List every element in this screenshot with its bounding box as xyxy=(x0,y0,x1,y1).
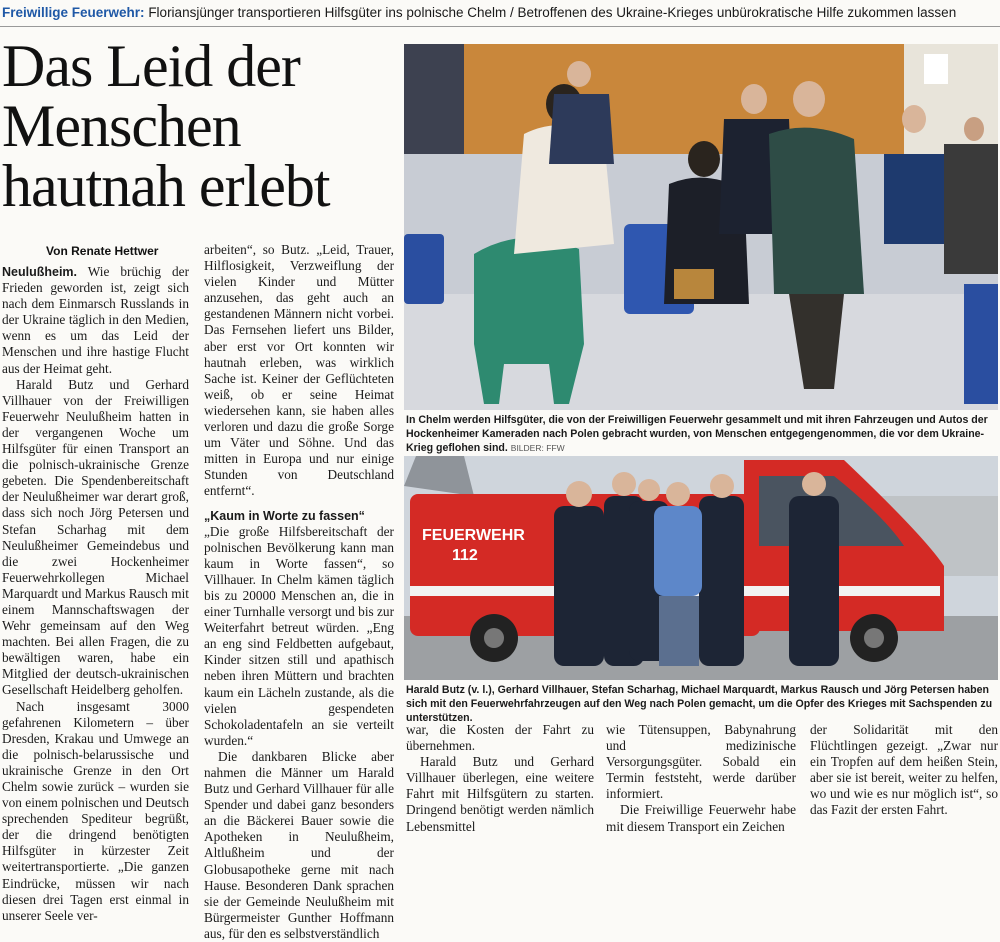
paragraph: Die Freiwillige Feuerwehr habe mit diesem Transport ein Zeichen xyxy=(606,802,796,834)
paragraph: wie Tütensuppen, Babynahrung und medizinische Versorgungsgüter. Sobald ein Termin feststeht, werde darüber informiert. xyxy=(606,722,796,802)
paragraph: Nach insgesamt 3000 gefahrenen Kilometern – über Dresden, Krakau und Umwege an die polnisch-belarussische und ukrainische Grenze in den Ort Chelm sowie zurück – wurden sie von einem polnischen und Deutsch sprechenden Spediteur begrüßt, der die dringend benötigten Hilfsgüter in kürzester Zeit weitertransportierte. „Die ganzen Eindrücke, müssen wir nach diesen drei Tagen erst einmal in unserer Seele ver- xyxy=(2,698,189,923)
paragraph: arbeiten“, so Butz. „Leid, Trauer, Hilflosigkeit, Verzweiflung der vielen Kinder und Mütter anzusehen, das geht auch an gestandenen Männern nicht vorbei. Das Fernsehen liefert uns Bilder, aber erst vor Ort konnten wir hautnah erleben, was wirklich Sache ist. Keiner der Geflüchteten weiß, ob er seine Heimat wiedersehen kann, sie haben alles verloren und dazu die große Sorge um Väter und Söhne. Und das mitten in Europa und nur einige Stunden von Deutschland entfernt“. xyxy=(204,242,394,499)
photo-caption-1 xyxy=(406,413,998,455)
article-column-5 xyxy=(810,722,998,818)
article-column-3 xyxy=(406,722,594,834)
paragraph: Harald Butz und Gerhard Villhauer von der Freiwilligen Feuerwehr Neulußheim hatten in der vergangenen Woche um Hilfsgüter für einen Transport an die polnisch-ukrainische Grenze gebeten. Die Spendenbereitschaft der Neulußheimer war derart groß, dass sich noch Jörg Petersen und Stefan Scharhag mit dem Neulußheimer Gemeindebus und die zwei Hockenheimer Feuerwehrkollegen Michael Marquardt und Markus Rausch mit einem Mannschaftswagen der Wehr gemeinsam auf den Weg machten. Bei allen Fragen, die zu bewältigen waren, habe ein Mitglied der deutsch-ukrainischen Gesellschaft Heidelberg geholfen. xyxy=(2,376,189,698)
dateline: Neulußheim. xyxy=(2,265,78,279)
paragraph: Harald Butz und Gerhard Villhauer überlegen, eine weitere Fahrt mit Hilfsgütern zu starten. Dringend benötigt werden nämlich Lebensmittel xyxy=(406,754,594,834)
kicker-section: Freiwillige Feuerwehr: xyxy=(2,5,145,20)
photo-credit: BILDER: FFW xyxy=(510,443,565,453)
paragraph: Die dankbaren Blicke aber nahmen die Männer um Harald Butz und Gerhard Villhauer für alle Spender und dabei ganz besonders an die Bäckerei Bauer sowie die Apotheken in Neulußheim, Altlußheim und der Globusapotheke gerne mit nach Hause. Besonderen Dank sprachen sie der Gemeinde Neulußheim mit Bürgermeister Gunther Hoffmann aus, für den es selbstverständlich xyxy=(204,748,394,941)
photo-caption-2: Harald Butz (v. l.), Gerhard Villhauer, Stefan Scharhag, Michael Marquardt, Markus Rausch und Jörg Petersen haben sich mit den Feuerwehrfahrzeugen auf den Weg nach Polen gemacht, um die Opfer des Krieges mit Sachspenden zu unterstützen. xyxy=(406,684,993,724)
photo-shelter xyxy=(404,44,998,410)
kicker-line xyxy=(2,3,998,23)
truck-label: FEUERWEHR xyxy=(422,527,525,544)
article-column-2 xyxy=(204,242,394,941)
paragraph: Wie brüchig der Frieden geworden ist, zeigt sich nach dem Einmarsch Russlands in der Ukraine täglich in den Medien, wenn es um das Leid der Menschen und ihre hastige Flucht aus der Heimat geht. xyxy=(2,264,189,376)
paragraph: der Solidarität mit den Flüchtlingen gezeigt. „Zwar nur ein Tropfen auf dem heißen Stein, aber sie ist bereit, weiter zu helfen, wo und wie es nur möglich ist“, so das Fazit der ersten Fahrt. xyxy=(810,722,998,818)
article-column-4 xyxy=(606,722,796,834)
article-column-1 xyxy=(2,264,189,923)
truck-number: 112 xyxy=(452,547,478,564)
kicker-text: Floriansjünger transportieren Hilfsgüter ins polnische Chelm / Betroffenen des Ukraine-Krieges unbürokratische Hilfe zukommen lassen xyxy=(148,5,957,20)
header-rule xyxy=(0,26,1000,27)
byline: Von Renate Hettwer xyxy=(46,244,159,258)
caption-text: In Chelm werden Hilfsgüter, die von der Freiwilligen Feuerwehr gesammelt und mit ihren Fahrzeugen und Autos der Hockenheimer Kameraden nach Polen gebracht wurden, von Menschen entgegengenommen, die vor dem Ukraine-Krieg geflohen sind. xyxy=(406,414,988,454)
paragraph: „Die große Hilfsbereitschaft der polnischen Bevölkerung kann man kaum in Worte fassen“, so Villhauer. In Chelm kämen täglich bis zu 20000 Menschen an, die in einer Turnhalle versorgt und bis zur Weiterfahrt betreut würden. „Eng an eng sind Feldbetten aufgebaut, Kinder sitzen still und apathisch neben ihren Müttern und brachten kaum ein Lächeln zustande, als die vielen gespendeten Schokoladentafeln an sie verteilt wurden.“ xyxy=(204,523,394,748)
headline: Das Leid der Menschen hautnah erlebt xyxy=(2,33,330,219)
photo-firefighters-truck xyxy=(404,456,998,680)
subheading: „Kaum in Worte zu fassen“ xyxy=(204,508,365,523)
paragraph: war, die Kosten der Fahrt zu übernehmen. xyxy=(406,722,594,754)
